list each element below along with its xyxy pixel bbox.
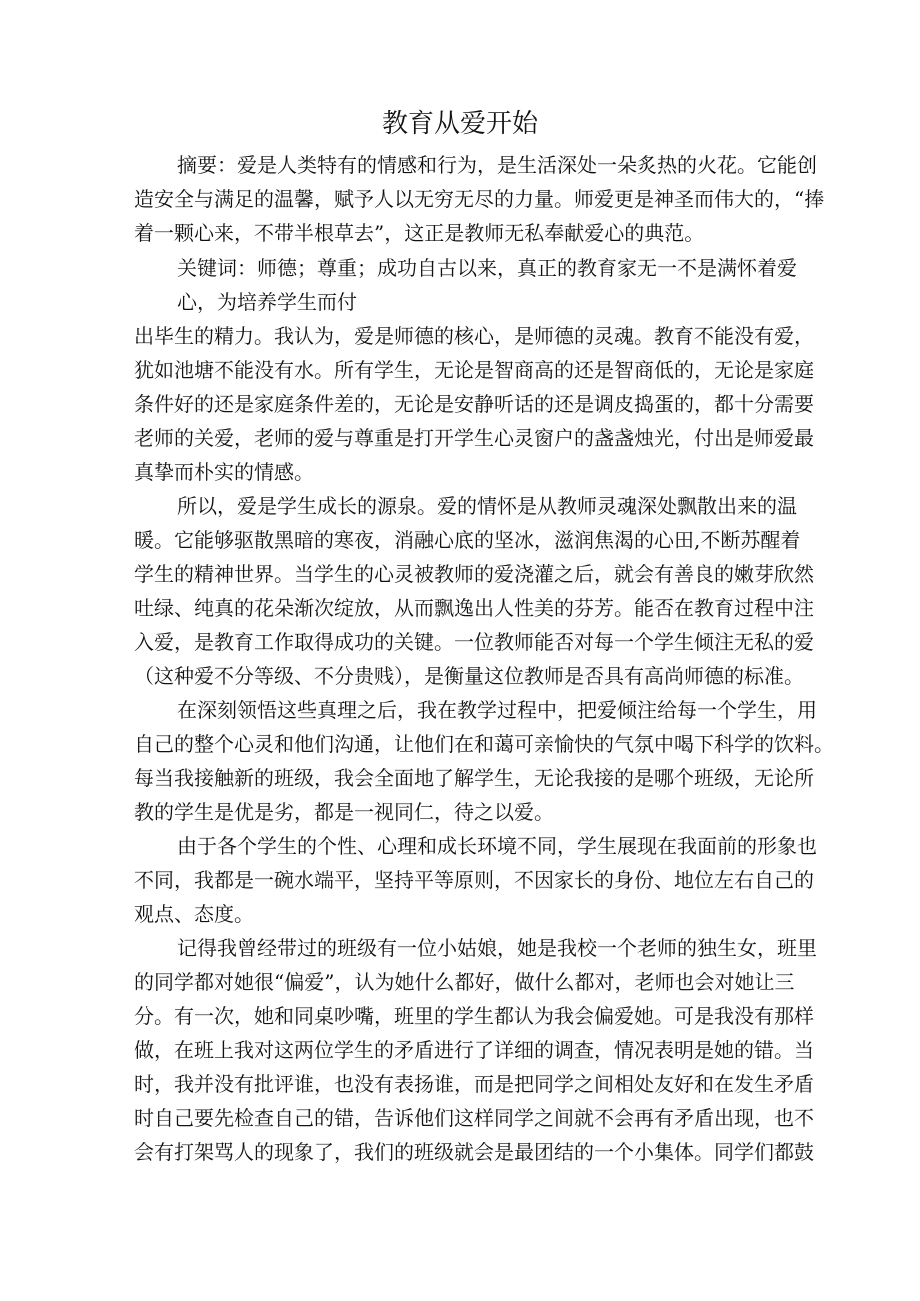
paragraph-line: 造安全与满足的温馨，赋予人以无穷无尽的力量。师爱更是神圣而伟大的，“捧 — [134, 187, 825, 211]
paragraph-line: 观点、态度。 — [134, 902, 254, 926]
paragraph-line: 暖。它能够驱散黑暗的寒夜，消融心底的坚冰，滋润焦渴的心田,不断苏醒着 — [134, 528, 801, 552]
paragraph-line: 由于各个学生的个性、心理和成长环境不同，学生展现在我面前的形象也 — [177, 834, 817, 858]
paragraph-line: 吐绿、纯真的花朵渐次绽放，从而飘逸出人性美的芬芳。能否在教育过程中注 — [134, 596, 814, 620]
paragraph-line: 犹如池塘不能没有水。所有学生，无论是智商高的还是智商低的，无论是家庭 — [134, 358, 814, 382]
paragraph-line: 心，为培养学生而付 — [177, 290, 357, 314]
paragraph-line: 不同，我都是一碗水端平，坚持平等原则，不因家长的身份、地位左右自己的 — [134, 868, 814, 892]
paragraph-line: 的同学都对她很“偏爱”，认为她什么都好，做什么都对，老师也会对她让三 — [134, 970, 795, 994]
paragraph-line: 会有打架骂人的现象了，我们的班级就会是最团结的一个小集体。同学们都鼓 — [134, 1140, 814, 1164]
paragraph-line: 每当我接触新的班级，我会全面地了解学生，无论我接的是哪个班级，无论所 — [134, 766, 814, 790]
paragraph-line: 时，我并没有批评谁，也没有表扬谁，而是把同学之间相处友好和在发生矛盾 — [134, 1072, 814, 1096]
paragraph-line: 教的学生是优是劣，都是一视同仁，待之以爱。 — [134, 800, 554, 824]
paragraph-line: 自己的整个心灵和他们沟通，让他们在和蔼可亲愉快的气氛中喝下科学的饮料。 — [134, 732, 834, 756]
paragraph-line: 学生的精神世界。当学生的心灵被教师的爱浇灌之后，就会有善良的嫩芽欣然 — [134, 562, 814, 586]
paragraph-line: 做，在班上我对这两位学生的矛盾进行了详细的调查，情况表明是她的错。当 — [134, 1038, 814, 1062]
paragraph-line: 真挚而朴实的情感。 — [134, 460, 314, 484]
paragraph-line: 所以，爱是学生成长的源泉。爱的情怀是从教师灵魂深处飘散出来的温 — [177, 494, 797, 518]
paragraph-line: （这种爱不分等级、不分贵贱），是衡量这位教师是否具有高尚师德的标准。 — [134, 664, 804, 688]
paragraph-line: 出毕生的精力。我认为，爱是师德的核心，是师德的灵魂。教育不能没有爱， — [134, 324, 814, 348]
paragraph-line: 关键词：师德；尊重；成功自古以来，真正的教育家无一不是满怀着爱 — [177, 256, 797, 280]
paragraph-line: 记得我曾经带过的班级有一位小姑娘，她是我校一个老师的独生女，班里 — [177, 936, 817, 960]
paragraph-line: 时自己要先检查自己的错，告诉他们这样同学之间就不会再有矛盾出现，也不 — [134, 1106, 814, 1130]
paragraph-line: 着一颗心来，不带半根草去”，这正是教师无私奉献爱心的典范。 — [134, 221, 705, 245]
paragraph-line: 条件好的还是家庭条件差的，无论是安静听话的还是调皮捣蛋的，都十分需要 — [134, 392, 814, 416]
paragraph-line: 在深刻领悟这些真理之后，我在教学过程中，把爱倾注给每一个学生，用 — [177, 698, 817, 722]
paragraph-line: 入爱，是教育工作取得成功的关键。一位教师能否对每一个学生倾注无私的爱 — [134, 630, 814, 654]
paragraph-line: 摘要：爱是人类特有的情感和行为，是生活深处一朵炙热的火花。它能创 — [177, 153, 817, 177]
paragraph-line: 老师的关爱，老师的爱与尊重是打开学生心灵窗户的盏盏烛光，付出是师爱最 — [134, 426, 814, 450]
paragraph-line: 分。有一次，她和同桌吵嘴，班里的学生都认为我会偏爱她。可是我没有那样 — [134, 1004, 814, 1028]
document-title: 教育从爱开始 — [381, 109, 538, 139]
